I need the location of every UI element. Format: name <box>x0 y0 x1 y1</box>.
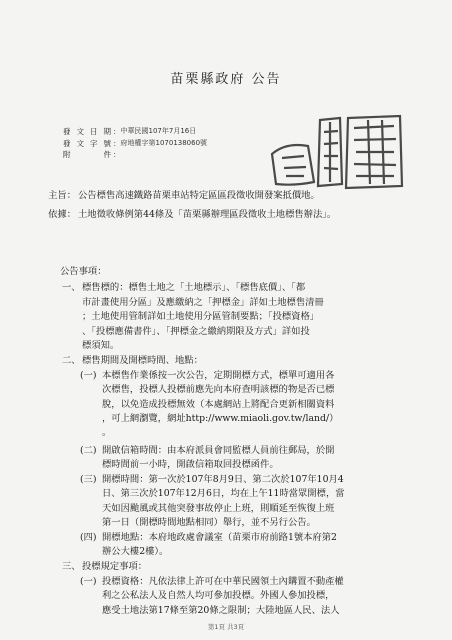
meta-row-date: 發文日期 ： 中華民國107年7月16日 <box>63 127 197 136</box>
item-1-line: 、「投標應備書件」、「押標金之繳納期限及方式」詳如投 <box>82 326 310 337</box>
subitem-line: 次標售，投標人投標前應先向本府查明該標的物是否已標 <box>102 384 335 395</box>
item-1-line: ；土地使用管制詳如土地使用分區管制要點；「投標資格」 <box>82 311 320 322</box>
subitem-line: 開標時間：第一次於107年8月9日、第二次於107年10月4 <box>102 474 344 485</box>
subitem-number: (四) <box>80 532 97 543</box>
subitem-number: (一) <box>80 576 97 587</box>
subitem-line: 。 <box>102 427 112 438</box>
page-title: 苗栗縣政府 公告 <box>170 72 282 87</box>
item-1-line: 市計畫使用分區」及應繳納之「押標金」詳如土地標售清冊 <box>82 297 324 308</box>
subitem-line: 第一日（開標時間地點相同）舉行，並不另行公告。 <box>102 517 316 528</box>
meta-label: 附件 <box>63 150 111 159</box>
document-meta <box>63 126 207 161</box>
subitem-number: (三) <box>80 474 97 485</box>
subitem-line: ，可上網瀏覽，網址http://www.miaoli.gov.tw/land/） <box>102 413 339 424</box>
subitem-line: 利之公私法人及自然人均可參加投標。外國人參加投標， <box>102 590 335 601</box>
subitem-line: 開啟信箱時間：由本府派員會同監標人員前往郵局，於開 <box>102 445 335 456</box>
meta-label: 發文字號 <box>63 138 111 148</box>
basis-text: 土地徵收條例第44條及「苗栗縣辦理區段徵收土地標售辦法」。 <box>78 209 337 220</box>
subitem-line: 投標資格：凡依法律上許可在中華民國領土內購置不動產權 <box>102 576 344 587</box>
meta-row-attachment: 附件 ： <box>63 150 121 159</box>
meta-value: 中華民國107年7月16日 <box>120 127 197 135</box>
subitem-number: (二) <box>80 445 97 456</box>
subject-paragraph <box>40 188 430 203</box>
item-3-heading: 投標規定事項： <box>82 561 148 572</box>
subitem-line: 天如因颱風或其他突發事故停止上班，則順延至恢復上班 <box>102 503 335 514</box>
basis-paragraph <box>40 207 430 222</box>
item-2-heading: 標售期間及開標時間、地點： <box>82 355 203 366</box>
subitem-number: (一) <box>80 370 97 381</box>
item-number: 一、 <box>62 282 81 293</box>
document-body <box>40 188 430 226</box>
official-seal-stamp <box>268 112 408 190</box>
subitem-line: 辦公大樓2樓）。 <box>102 546 169 557</box>
item-1-line: 標須知。 <box>82 340 120 351</box>
subitem-line: 應受土地法第17條至第20條之限制；大陸地區人民、法人 <box>102 605 340 616</box>
subitem-line: 標時間前一小時，開啟信箱取回投標函件。 <box>102 459 279 470</box>
subject-text: 公告標售高速鐵路苗栗車站特定區區段徵收開發案抵價地。 <box>78 190 320 201</box>
subitem-line: 脫，以免造成投標無效（本處網站上將配合更新相關資料 <box>102 399 335 410</box>
page-number: 第1頁 共3頁 <box>207 623 245 631</box>
subitem-line: 日、第三次於107年12月6日，均在上午11時當眾開標，當 <box>102 488 345 499</box>
item-number: 三、 <box>62 561 81 572</box>
meta-value: 府地權字第1070138060號 <box>120 138 208 147</box>
notice-heading: 公告事項： <box>60 266 107 277</box>
basis-label: 依據： <box>48 209 76 220</box>
meta-row-number: 發文字號 ： 府地權字第1070138060號 <box>63 138 208 148</box>
meta-label: 發文日期 <box>63 127 111 136</box>
subitem-line: 開標地點：本府地政處會議室（苗栗市府前路1號本府第2 <box>102 532 337 543</box>
item-1-line: 標售標的：標售土地之「土地標示」、「標售底價」、「都 <box>82 282 306 293</box>
subitem-line: 本標售作業係按一次公告，定期開標方式，標單可適用各 <box>102 370 335 381</box>
subject-label: 主旨： <box>48 190 76 201</box>
item-number: 二、 <box>62 355 81 366</box>
